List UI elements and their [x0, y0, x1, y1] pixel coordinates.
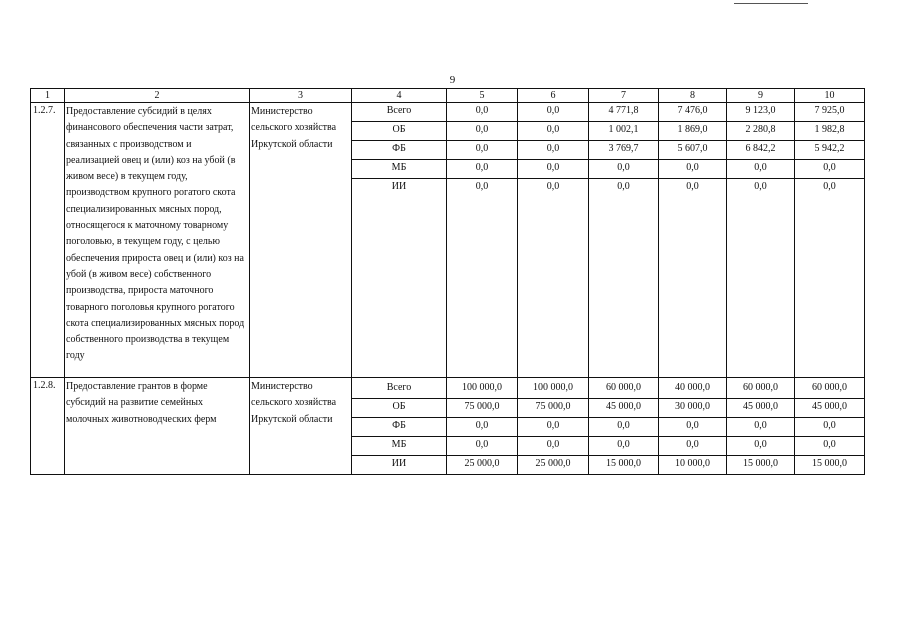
value-cell: 1 002,1 — [589, 122, 659, 141]
value-cell: 1 982,8 — [795, 122, 865, 141]
value-cell: 15 000,0 — [795, 456, 865, 475]
value-cell: 0,0 — [447, 122, 518, 141]
value-cell: 60 000,0 — [727, 378, 795, 399]
value-cell: 60 000,0 — [589, 378, 659, 399]
item-name: Предоставление субсидий в целях финансового обеспечения части затрат, связанных с производством и реализацией овец и (или) коз на убой (в живом весе) в текущем году, производством крупного рогатого скота специализированных мясных пород, относящегося к маточному товарному поголовью, в текущем году, с целью обеспечения прироста овец и (или) коз на убой (в живом весе) собственного производства, прироста маточного товарного поголовья крупного рогатого скота специализированных мясных пород собственного производства в текущем году — [65, 103, 250, 378]
top-rule — [734, 3, 808, 4]
item-code: 1.2.7. — [31, 103, 65, 378]
header-row — [31, 89, 865, 103]
value-cell: 45 000,0 — [589, 399, 659, 418]
value-cell: 1 869,0 — [659, 122, 727, 141]
value-cell: 25 000,0 — [518, 456, 589, 475]
funding-source: ФБ — [352, 141, 447, 160]
value-cell: 0,0 — [795, 418, 865, 437]
item-code: 1.2.8. — [31, 378, 65, 475]
funding-source: МБ — [352, 437, 447, 456]
value-cell: 60 000,0 — [795, 378, 865, 399]
funding-source: МБ — [352, 160, 447, 179]
value-cell: 0,0 — [518, 437, 589, 456]
value-cell: 3 769,7 — [589, 141, 659, 160]
value-cell: 0,0 — [589, 160, 659, 179]
funding-source: ОБ — [352, 399, 447, 418]
value-cell: 0,0 — [795, 160, 865, 179]
page-number: 9 — [449, 74, 456, 86]
value-cell: 5 942,2 — [795, 141, 865, 160]
value-cell: 6 842,2 — [727, 141, 795, 160]
value-cell: 0,0 — [795, 437, 865, 456]
value-cell: 0,0 — [659, 179, 727, 378]
header-cell: 10 — [795, 89, 865, 103]
header-cell: 1 — [31, 89, 65, 103]
header-cell: 7 — [589, 89, 659, 103]
value-cell: 7 925,0 — [795, 103, 865, 122]
budget-table — [30, 88, 865, 475]
value-cell: 0,0 — [447, 160, 518, 179]
table-row — [31, 378, 865, 399]
funding-source: ИИ — [352, 456, 447, 475]
value-cell: 9 123,0 — [727, 103, 795, 122]
value-cell: 4 771,8 — [589, 103, 659, 122]
header-cell: 9 — [727, 89, 795, 103]
value-cell: 0,0 — [447, 179, 518, 378]
value-cell: 0,0 — [589, 418, 659, 437]
value-cell: 5 607,0 — [659, 141, 727, 160]
value-cell: 15 000,0 — [727, 456, 795, 475]
value-cell: 40 000,0 — [659, 378, 727, 399]
value-cell: 0,0 — [518, 122, 589, 141]
value-cell: 0,0 — [589, 179, 659, 378]
value-cell: 0,0 — [727, 160, 795, 179]
value-cell: 7 476,0 — [659, 103, 727, 122]
table-row — [31, 103, 865, 122]
value-cell: 0,0 — [447, 418, 518, 437]
funding-source: Всего — [352, 103, 447, 122]
funding-source: ИИ — [352, 179, 447, 378]
value-cell: 75 000,0 — [447, 399, 518, 418]
header-cell: 3 — [250, 89, 352, 103]
value-cell: 0,0 — [659, 437, 727, 456]
value-cell: 10 000,0 — [659, 456, 727, 475]
value-cell: 45 000,0 — [727, 399, 795, 418]
value-cell: 0,0 — [727, 179, 795, 378]
value-cell: 0,0 — [659, 418, 727, 437]
header-cell: 4 — [352, 89, 447, 103]
header-cell: 6 — [518, 89, 589, 103]
value-cell: 0,0 — [518, 103, 589, 122]
item-organization: Министерство сельского хозяйства Иркутской области — [250, 103, 352, 378]
value-cell: 30 000,0 — [659, 399, 727, 418]
value-cell: 100 000,0 — [518, 378, 589, 399]
value-cell: 0,0 — [447, 103, 518, 122]
value-cell: 100 000,0 — [447, 378, 518, 399]
value-cell: 0,0 — [518, 418, 589, 437]
value-cell: 0,0 — [447, 141, 518, 160]
value-cell: 75 000,0 — [518, 399, 589, 418]
header-cell: 5 — [447, 89, 518, 103]
header-cell: 8 — [659, 89, 727, 103]
value-cell: 15 000,0 — [589, 456, 659, 475]
item-organization: Министерство сельского хозяйства Иркутской области — [250, 378, 352, 475]
value-cell: 45 000,0 — [795, 399, 865, 418]
value-cell: 0,0 — [518, 179, 589, 378]
funding-source: ФБ — [352, 418, 447, 437]
value-cell: 0,0 — [518, 160, 589, 179]
funding-source: Всего — [352, 378, 447, 399]
value-cell: 0,0 — [659, 160, 727, 179]
funding-source: ОБ — [352, 122, 447, 141]
value-cell: 0,0 — [727, 437, 795, 456]
header-cell: 2 — [65, 89, 250, 103]
value-cell: 25 000,0 — [447, 456, 518, 475]
item-name: Предоставление грантов в форме субсидий на развитие семейных молочных животноводческих ферм — [65, 378, 250, 475]
value-cell: 0,0 — [795, 179, 865, 378]
value-cell: 0,0 — [727, 418, 795, 437]
value-cell: 0,0 — [447, 437, 518, 456]
value-cell: 2 280,8 — [727, 122, 795, 141]
value-cell: 0,0 — [518, 141, 589, 160]
value-cell: 0,0 — [589, 437, 659, 456]
